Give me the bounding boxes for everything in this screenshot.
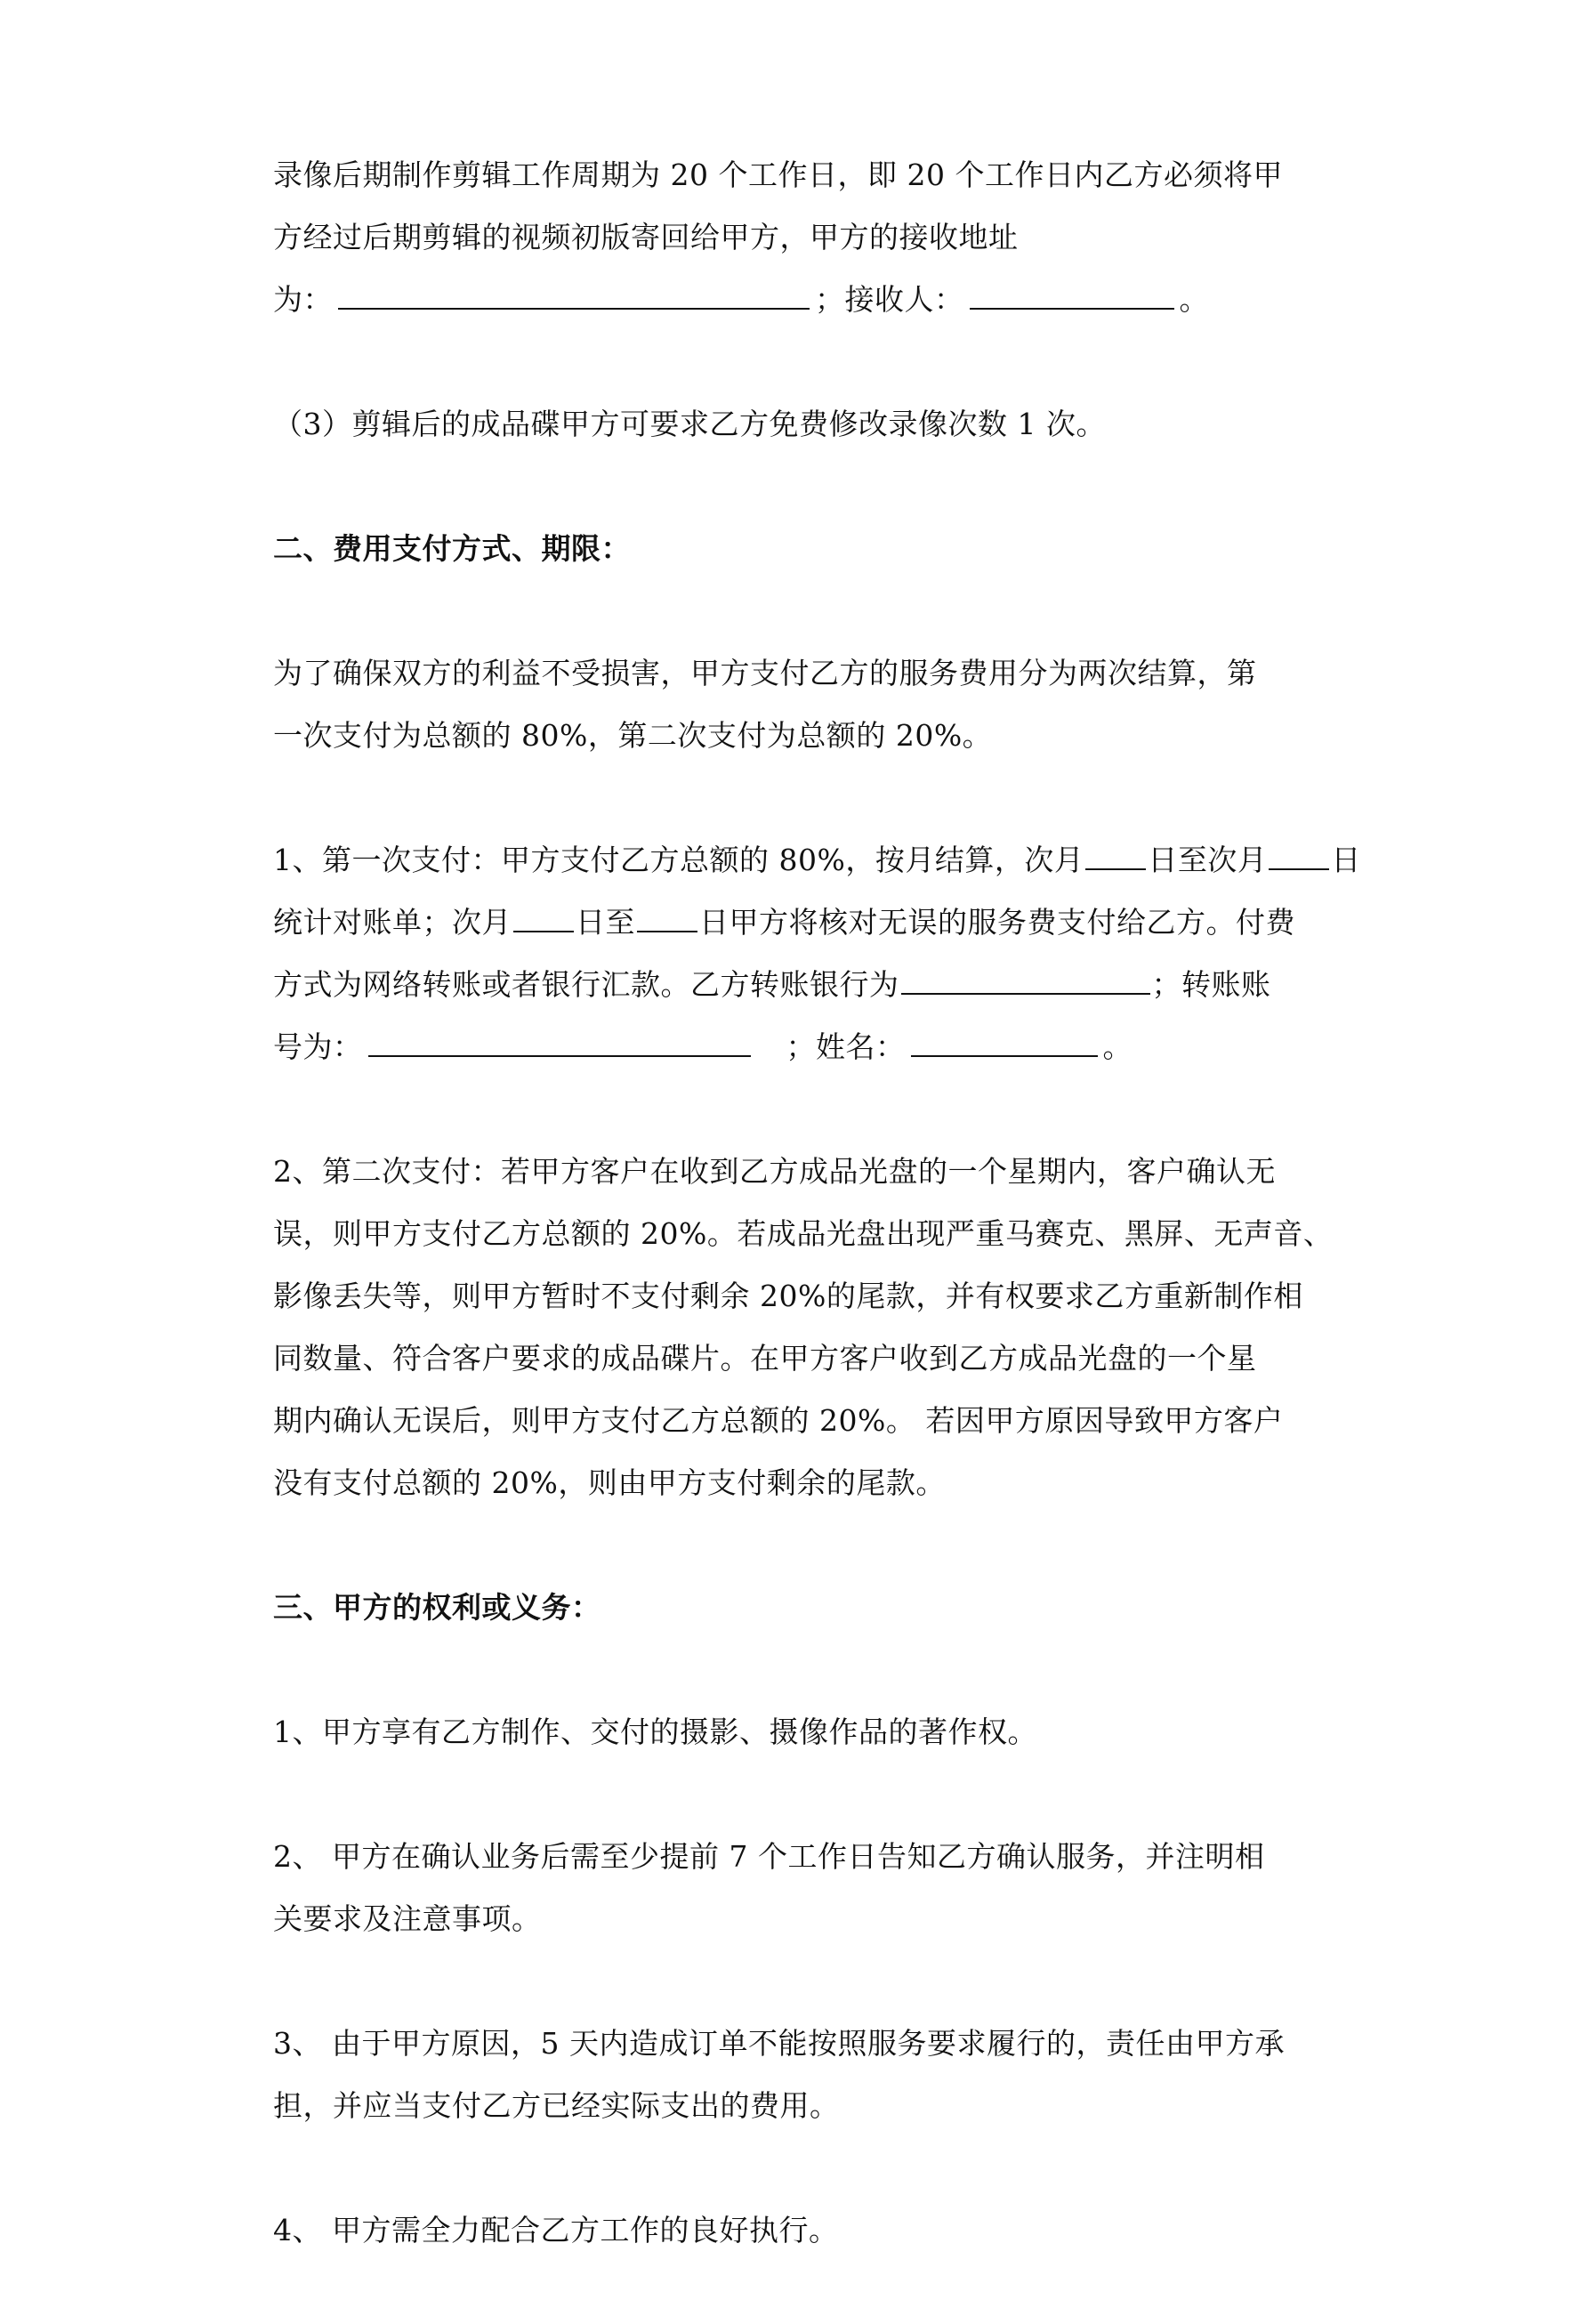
text-line: 没有支付总额的 20%，则由甲方支付剩余的尾款。 [273, 1465, 946, 1500]
text-line [273, 1016, 1341, 1078]
rights-item-2 [273, 1826, 1341, 1950]
rights-item-3 [273, 2013, 1341, 2137]
heading-text: 二、费用支付方式、期限： [273, 531, 631, 566]
text-line [273, 829, 1361, 892]
text-line: 担，并应当支付乙方已经实际支出的费用。 [273, 2088, 840, 2123]
text-line [273, 892, 1341, 954]
day-blank [1269, 829, 1329, 870]
text-fragment: 号为： [273, 1029, 363, 1064]
text-line: 同数量、符合客户要求的成品碟片。在甲方客户收到乙方成品光盘的一个星 [273, 1341, 1257, 1376]
text-line: 误，则甲方支付乙方总额的 20%。若成品光盘出现严重马赛克、黑屏、无声音、 [273, 1216, 1334, 1251]
day-blank [637, 892, 697, 932]
first-payment-paragraph [273, 829, 1361, 1078]
day-blank [1085, 829, 1146, 870]
section-2-heading [273, 518, 1341, 580]
text-line: 1、甲方享有乙方制作、交付的摄影、摄像作品的著作权。 [273, 1715, 1037, 1749]
text-fragment: 为： [273, 282, 333, 317]
text-line: 关要求及注意事项。 [273, 1901, 542, 1936]
text-line: 期内确认无误后，则甲方支付乙方总额的 20%。 若因甲方原因导致甲方客户 [273, 1403, 1284, 1438]
text-line: 2、 甲方在确认业务后需至少提前 7 个工作日告知乙方确认服务，并注明相 [273, 1839, 1265, 1874]
text-fragment: 方式为网络转账或者银行汇款。乙方转账银行为 [273, 967, 899, 1002]
rights-item-1 [273, 1701, 1341, 1763]
intro-paragraph [273, 144, 1341, 331]
section-3-heading [273, 1577, 1341, 1639]
text-fragment: 。 [1102, 1029, 1133, 1064]
bank-blank [901, 954, 1150, 995]
text-fragment: 日至次月 [1148, 843, 1268, 877]
rights-item-4 [273, 2199, 1341, 2262]
text-fragment: ；姓名： [786, 1029, 906, 1064]
text-fragment: 1、第一次支付：甲方支付乙方总额的 80%，按月结算，次月 [273, 843, 1084, 877]
text-line: 影像丢失等，则甲方暂时不支付剩余 20%的尾款，并有权要求乙方重新制作相 [273, 1279, 1303, 1313]
document-body [273, 144, 1361, 2324]
address-blank [338, 269, 810, 310]
text-line: 为了确保双方的利益不受损害，甲方支付乙方的服务费用分为两次结算，第 [273, 656, 1257, 690]
name-blank [911, 1016, 1098, 1057]
text-line: 3、 由于甲方原因，5 天内造成订单不能按照服务要求履行的，责任由甲方承 [273, 2026, 1285, 2061]
text-fragment: 日 [1331, 843, 1361, 877]
address-line [273, 269, 1341, 331]
text-fragment: 日甲方将核对无误的服务费支付给乙方。付费 [699, 905, 1295, 940]
account-blank [368, 1016, 751, 1057]
text-fragment: 日至 [576, 905, 635, 940]
text-fragment: ；转账账 [1151, 967, 1271, 1002]
day-blank [513, 892, 574, 932]
text-line: 2、第二次支付：若甲方客户在收到乙方成品光盘的一个星期内，客户确认无 [273, 1154, 1276, 1189]
second-payment-paragraph [273, 1141, 1341, 1514]
text-line: 录像后期制作剪辑工作周期为 20 个工作日，即 20 个工作日内乙方必须将甲 [273, 157, 1283, 192]
item-3-paragraph [273, 393, 1341, 456]
receiver-blank [970, 269, 1174, 310]
payment-intro-paragraph [273, 642, 1341, 767]
text-line: 一次支付为总额的 80%，第二次支付为总额的 20%。 [273, 718, 993, 753]
heading-text: 三、甲方的权利或义务： [273, 1590, 601, 1625]
text-line: 4、 甲方需全力配合乙方工作的良好执行。 [273, 2213, 839, 2247]
text-fragment: 。 [1179, 282, 1209, 317]
text-line: （3）剪辑后的成品碟甲方可要求乙方免费修改录像次数 1 次。 [273, 407, 1106, 441]
text-line [273, 954, 1341, 1016]
text-line: 方经过后期剪辑的视频初版寄回给甲方，甲方的接收地址 [273, 220, 1019, 254]
text-fragment: ；接收人： [815, 282, 964, 317]
text-fragment: 统计对账单；次月 [273, 905, 512, 940]
